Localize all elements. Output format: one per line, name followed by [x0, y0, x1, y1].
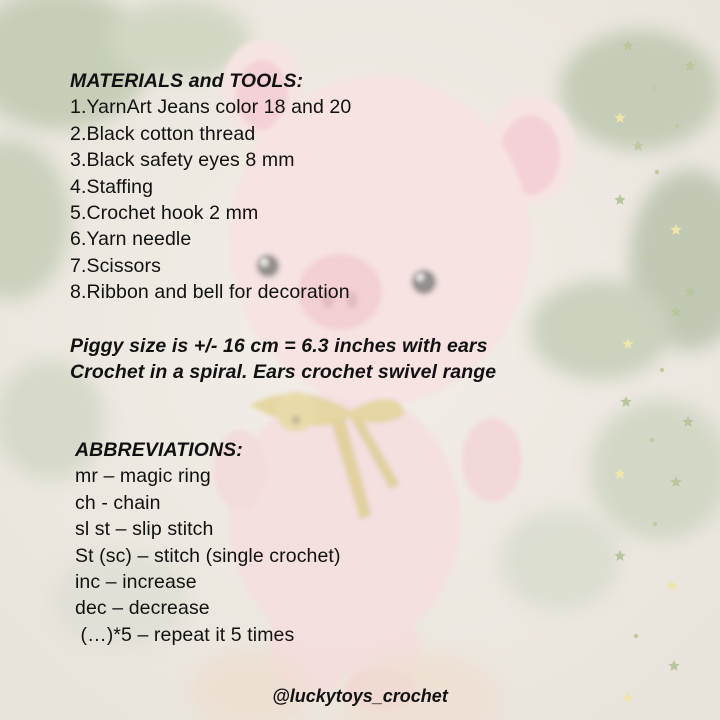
abbreviation-item: sl st – slip stitch	[75, 518, 214, 541]
materials-item: 3.Black safety eyes 8 mm	[70, 149, 295, 172]
abbreviation-item: dec – decrease	[75, 597, 210, 620]
materials-item: 4.Staffing	[70, 175, 154, 198]
materials-item: 2.Black cotton thread	[70, 122, 256, 145]
materials-item: 1.YarnArt Jeans color 18 and 20	[70, 96, 352, 119]
abbreviation-item: (…)*5 – repeat it 5 times	[75, 623, 295, 646]
materials-item: 7.Scissors	[70, 254, 161, 277]
abbreviation-item: St (sc) – stitch (single crochet)	[75, 544, 341, 567]
materials-item: 8.Ribbon and bell for decoration	[70, 281, 350, 304]
abbreviation-item: ch - chain	[75, 491, 161, 514]
abbreviations-heading: ABBREVIATIONS:	[75, 439, 243, 461]
size-note-line-1: Piggy size is +/- 16 cm = 6.3 inches with ears	[70, 335, 488, 357]
author-credit: @luckytoys_crochet	[272, 686, 448, 706]
size-note-line-2: Crochet in a spiral. Ears crochet swivel range	[70, 361, 497, 384]
abbreviations-section	[75, 437, 341, 648]
materials-item: 5.Crochet hook 2 mm	[70, 202, 259, 225]
materials-section	[70, 68, 351, 306]
abbreviation-item: mr – magic ring	[75, 465, 211, 488]
materials-item: 6.Yarn needle	[70, 228, 192, 251]
size-note	[70, 333, 496, 386]
materials-heading: MATERIALS and TOOLS:	[70, 70, 304, 92]
abbreviation-item: inc – increase	[75, 571, 197, 594]
